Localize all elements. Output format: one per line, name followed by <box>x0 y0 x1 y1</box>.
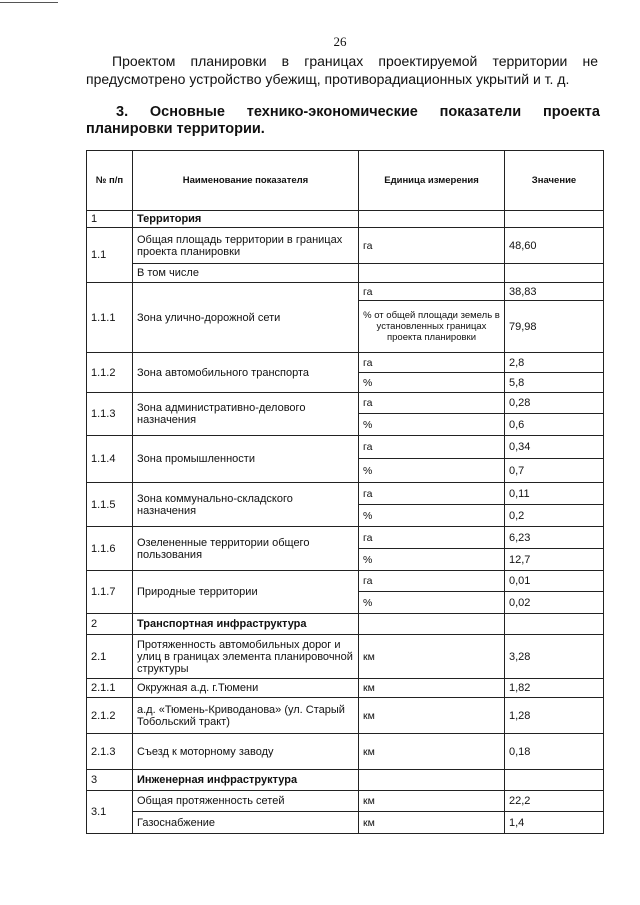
row-value: 2,8 <box>505 353 604 373</box>
row-number: 2 <box>87 614 133 635</box>
row-unit: га <box>359 483 505 505</box>
row-value: 5,8 <box>505 373 604 393</box>
row-value: 0,02 <box>505 592 604 614</box>
table-row <box>87 393 604 414</box>
table-row <box>87 527 604 549</box>
row-value: 0,6 <box>505 414 604 436</box>
row-name: Транспортная инфраструктура <box>133 614 359 635</box>
row-number: 1.1.5 <box>87 483 133 527</box>
row-unit: км <box>359 791 505 812</box>
row-value: 3,28 <box>505 635 604 679</box>
row-number: 2.1 <box>87 635 133 679</box>
row-name: Инженерная инфраструктура <box>133 770 359 791</box>
row-number: 1 <box>87 211 133 228</box>
row-unit: га <box>359 283 505 301</box>
row-value: 1,28 <box>505 698 604 734</box>
row-unit: % <box>359 592 505 614</box>
row-name: Озелененные территории общего пользования <box>133 527 359 571</box>
row-name: В том числе <box>133 264 359 283</box>
row-value <box>505 211 604 228</box>
heading-word: проекта <box>542 104 600 120</box>
table-row <box>87 770 604 791</box>
row-name: Природные территории <box>133 571 359 614</box>
row-number: 3.1 <box>87 791 133 834</box>
table-row <box>87 264 604 283</box>
row-value: 0,18 <box>505 734 604 770</box>
row-number: 1.1.1 <box>87 283 133 353</box>
row-value: 0,11 <box>505 483 604 505</box>
row-number: 3 <box>87 770 133 791</box>
table-row <box>87 812 604 834</box>
row-name: Зона промышленности <box>133 436 359 483</box>
table-row <box>87 698 604 734</box>
row-number: 1.1.3 <box>87 393 133 436</box>
row-name: Зона улично-дорожной сети <box>133 283 359 353</box>
table-row <box>87 614 604 635</box>
row-unit: км <box>359 635 505 679</box>
heading-word: показатели <box>439 104 522 120</box>
row-unit <box>359 264 505 283</box>
row-name: Газоснабжение <box>133 812 359 834</box>
heading-word: технико-экономические <box>246 104 418 120</box>
row-value: 6,23 <box>505 527 604 549</box>
section-heading-line-1 <box>86 104 600 121</box>
row-name: Общая протяженность сетей <box>133 791 359 812</box>
header-number: № п/п <box>87 151 133 211</box>
table-row <box>87 679 604 698</box>
heading-word: Основные <box>149 104 225 120</box>
row-name: Зона автомобильного транспорта <box>133 353 359 393</box>
header-indicator-name: Наименование показателя <box>133 151 359 211</box>
row-unit: га <box>359 393 505 414</box>
row-value: 0,7 <box>505 459 604 483</box>
table-row <box>87 228 604 264</box>
corner-mark <box>0 2 58 3</box>
intro-paragraph <box>86 52 598 88</box>
section-heading-line-2: планировки территории. <box>86 121 265 137</box>
row-value: 0,34 <box>505 436 604 459</box>
row-unit: га <box>359 228 505 264</box>
row-value <box>505 264 604 283</box>
row-unit: % <box>359 459 505 483</box>
table-row <box>87 483 604 505</box>
row-value: 12,7 <box>505 549 604 571</box>
row-value <box>505 614 604 635</box>
table-row <box>87 353 604 373</box>
row-unit: га <box>359 527 505 549</box>
row-name: а.д. «Тюмень-Криводанова» (ул. Старый Тобольский тракт) <box>133 698 359 734</box>
row-unit: км <box>359 812 505 834</box>
section-heading <box>86 104 600 138</box>
row-value: 0,28 <box>505 393 604 414</box>
table-header-row <box>87 151 604 211</box>
row-value: 79,98 <box>505 301 604 353</box>
row-value: 1,4 <box>505 812 604 834</box>
row-unit: км <box>359 679 505 698</box>
row-value: 48,60 <box>505 228 604 264</box>
table-row <box>87 571 604 592</box>
row-unit: % <box>359 414 505 436</box>
row-value <box>505 770 604 791</box>
row-name: Зона коммунально-складского назначения <box>133 483 359 527</box>
header-unit: Единица измерения <box>359 151 505 211</box>
row-value: 22,2 <box>505 791 604 812</box>
row-unit <box>359 614 505 635</box>
row-number: 2.1.2 <box>87 698 133 734</box>
row-number: 2.1.1 <box>87 679 133 698</box>
table-row <box>87 436 604 459</box>
row-value: 0,2 <box>505 505 604 527</box>
intro-text: Проектом планировки в границах проектируемой территории не предусмотрено устройство убежищ, противорадиационных укрытий и т. д. <box>86 53 598 87</box>
row-number: 1.1.6 <box>87 527 133 571</box>
row-unit: % <box>359 549 505 571</box>
row-unit: км <box>359 698 505 734</box>
row-unit: % <box>359 373 505 393</box>
row-unit <box>359 211 505 228</box>
row-number: 1.1.2 <box>87 353 133 393</box>
row-unit: га <box>359 353 505 373</box>
section-number: 3. <box>116 104 129 120</box>
row-value: 0,01 <box>505 571 604 592</box>
table-row <box>87 791 604 812</box>
table-row <box>87 211 604 228</box>
row-value: 1,82 <box>505 679 604 698</box>
row-name: Съезд к моторному заводу <box>133 734 359 770</box>
row-unit: % <box>359 505 505 527</box>
row-name: Окружная а.д. г.Тюмени <box>133 679 359 698</box>
row-number: 1.1.4 <box>87 436 133 483</box>
page-number: 26 <box>333 34 347 49</box>
row-number: 1.1.7 <box>87 571 133 614</box>
row-name: Протяженность автомобильных дорог и улиц в границах элемента планировочной структуры <box>133 635 359 679</box>
table-row <box>87 734 604 770</box>
row-unit: га <box>359 436 505 459</box>
row-unit: км <box>359 734 505 770</box>
row-unit: % от общей площади земель в установленных границах проекта планировки <box>359 301 505 353</box>
row-unit <box>359 770 505 791</box>
row-name: Общая площадь территории в границах проекта планировки <box>133 228 359 264</box>
indicators-table <box>86 150 604 834</box>
row-unit: га <box>359 571 505 592</box>
row-name: Зона административно-делового назначения <box>133 393 359 436</box>
header-value: Значение <box>505 151 604 211</box>
table-row <box>87 283 604 301</box>
row-value: 38,83 <box>505 283 604 301</box>
row-name: Территория <box>133 211 359 228</box>
row-number: 1.1 <box>87 228 133 283</box>
row-number: 2.1.3 <box>87 734 133 770</box>
table-row <box>87 635 604 679</box>
